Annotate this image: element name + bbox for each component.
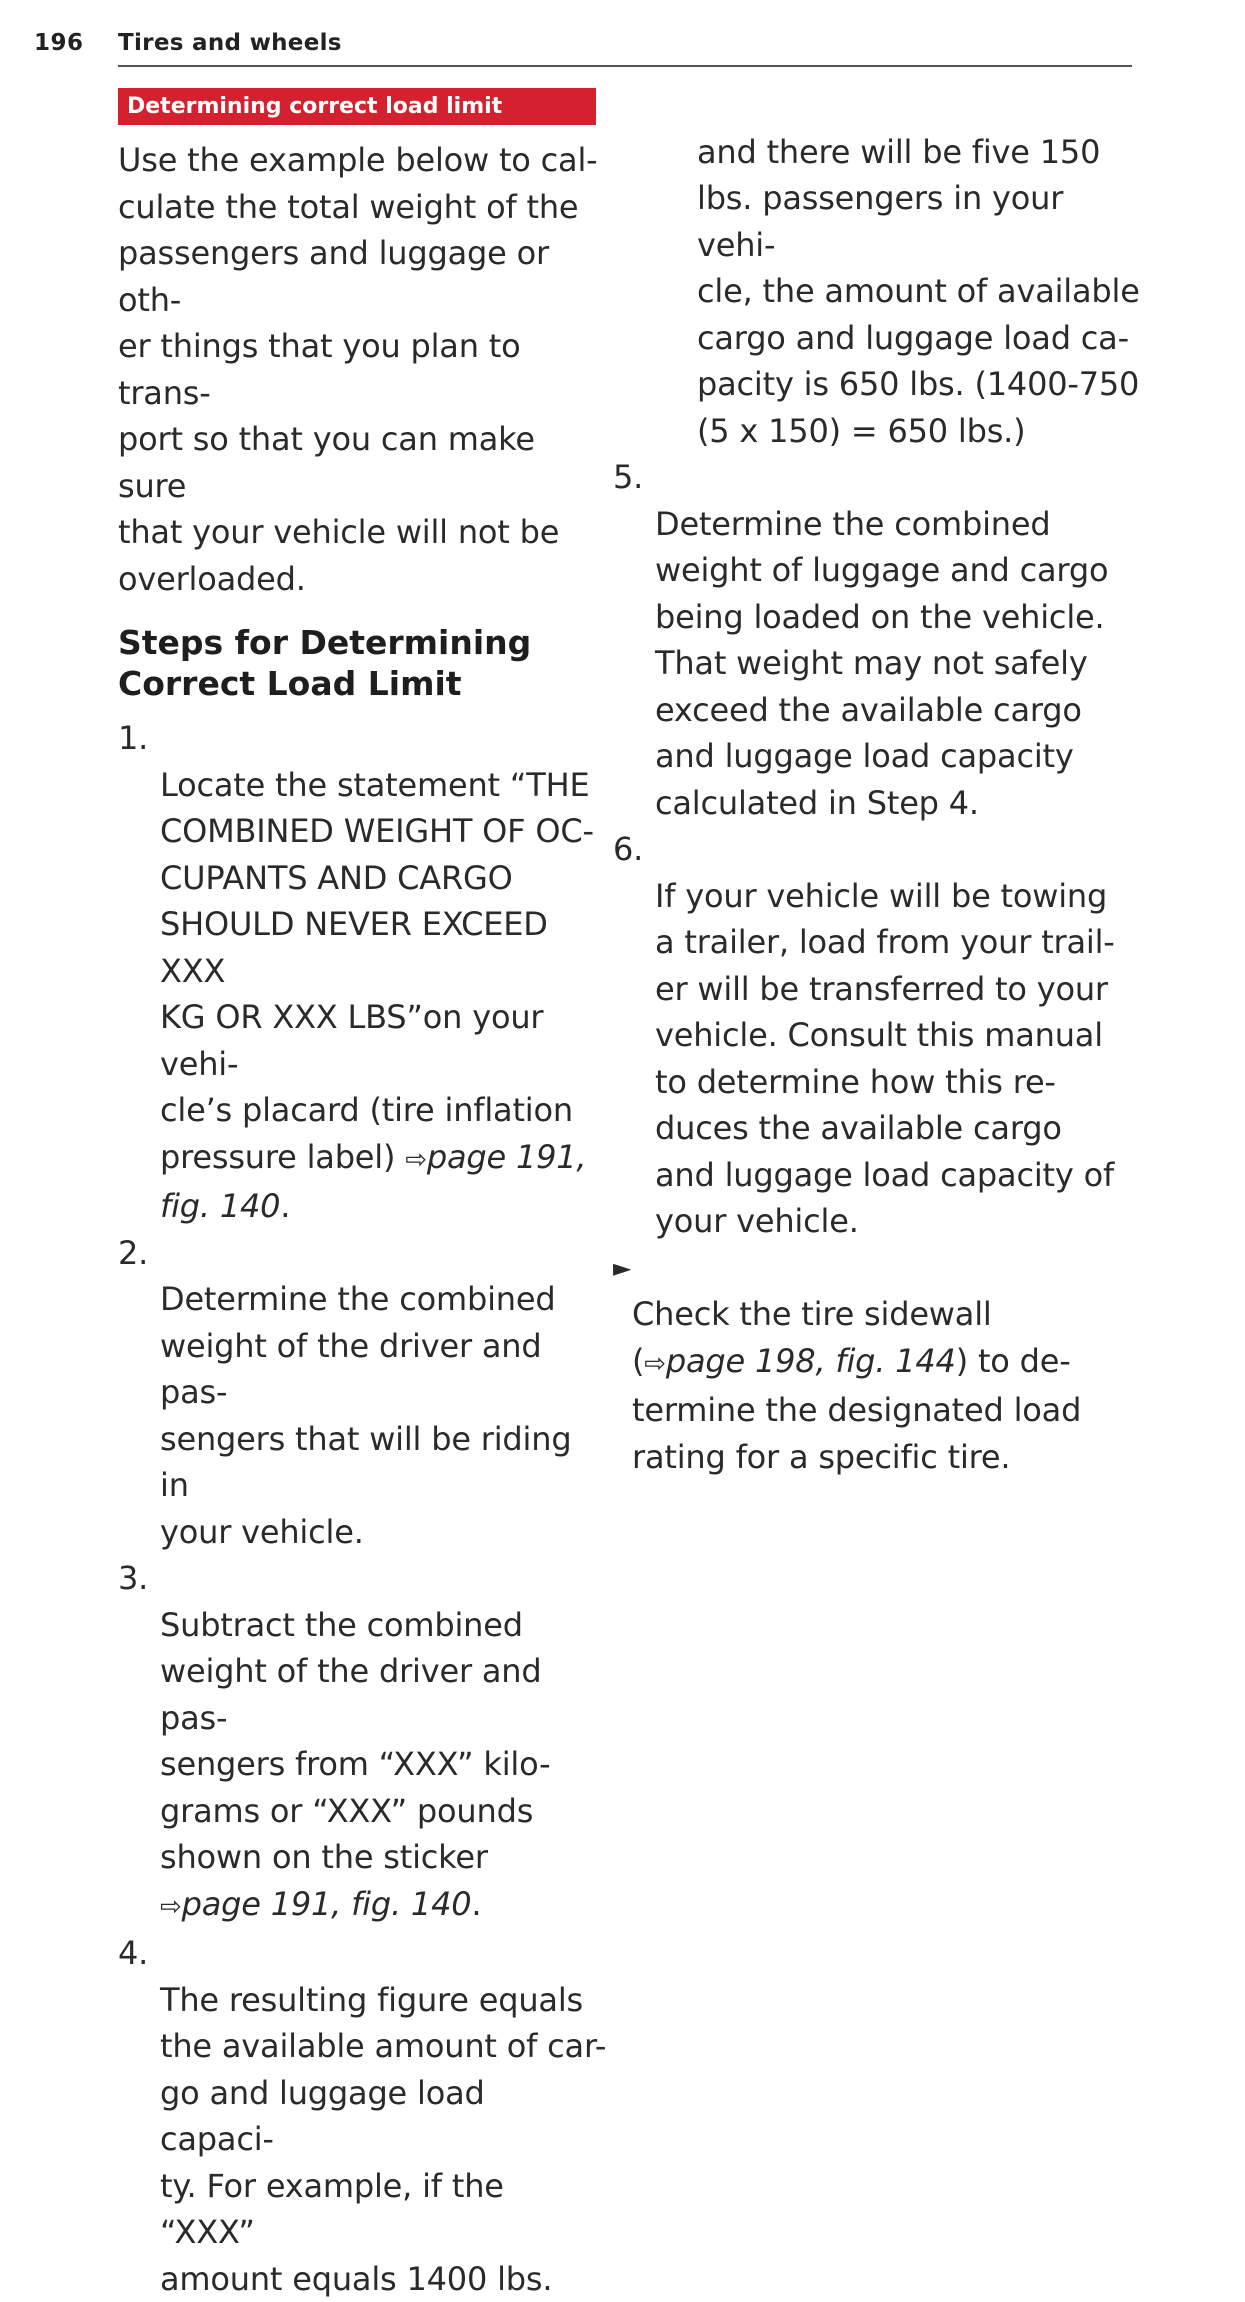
- page-reference-link[interactable]: page 198, fig. 144: [665, 1341, 956, 1380]
- tip-item: [613, 1245, 1145, 1481]
- step-text-tail: .: [280, 1187, 291, 1225]
- step-number: 3.: [118, 1559, 149, 1597]
- step-text: Locate the statement “THE COMBINED WEIGHT OF OC- CUPANTS AND CARGO SHOULD NEVER EXCEED XXX KG OR XXX LBS”on your vehi- cle’s placard (tire inflation pressure label): [160, 765, 594, 1176]
- steps-list-left: [118, 715, 608, 2302]
- step-text-tail: .: [471, 1884, 482, 1923]
- tip-text: Check the tire sidewall (: [632, 1295, 992, 1380]
- right-column: [613, 88, 1145, 1480]
- list-item-step-4: [118, 1930, 608, 2302]
- chapter-title: Tires and wheels: [118, 30, 342, 56]
- step-text: If your vehicle will be towing a trailer, load from your trail- er will be transferred to your vehicle. Consult this manual to determine how this re- duces the available cargo and luggage load capacity of your vehicle.: [655, 876, 1115, 1240]
- arrow-right-icon: ⇨: [405, 1144, 427, 1175]
- arrow-right-icon: ⇨: [160, 1891, 182, 1922]
- step-number: 1.: [118, 719, 149, 757]
- list-item-step-3: [118, 1555, 608, 1930]
- list-item-step-5: [613, 454, 1145, 826]
- steps-list-right: [613, 82, 1145, 1480]
- list-item-step-2: [118, 1230, 608, 1556]
- page-number: 196: [34, 30, 84, 56]
- list-item-step-6: [613, 826, 1145, 1245]
- step-number: 2.: [118, 1233, 149, 1272]
- intro-paragraph: Use the example below to cal- culate the total weight of the passengers and luggage or oth- er things that you plan to trans- port so that you can make sure that your vehicle will not be overloaded.: [118, 141, 598, 598]
- section-banner: Determining correct load limit: [118, 88, 596, 125]
- step-text-continued: and there will be five 150 lbs. passengers in your vehi- cle, the amount of available cargo and luggage load ca- pacity is 650 lbs. (1400-750 (5 x 150) = 650 lbs.): [697, 132, 1140, 450]
- tip-text-after: ) to de- termine the designated load rating for a specific tire.: [632, 1341, 1082, 1476]
- step-number: 6.: [613, 830, 644, 868]
- page-header: [34, 30, 1132, 66]
- page-reference-link[interactable]: page 191, fig. 140: [160, 1137, 587, 1225]
- arrow-right-icon: ⇨: [644, 1348, 666, 1379]
- step-text: Subtract the combined weight of the driver and pas- sengers from “XXX” kilo- grams or “XXX” pounds shown on the sticker: [160, 1605, 551, 1876]
- list-item-step-1: [118, 715, 608, 1230]
- step-text: Determine the combined weight of luggage and cargo being loaded on the vehicle. That weight may not safely exceed the available cargo and luggage load capacity calculated in Step 4.: [655, 504, 1109, 822]
- triangle-bullet-icon: ►: [613, 1253, 632, 1282]
- step-number: 4.: [118, 1934, 149, 1972]
- step-number: 5.: [613, 458, 644, 496]
- step-text: Determine the combined weight of the driver and pas- sengers that will be riding in your vehicle.: [160, 1280, 572, 1551]
- step-text: The resulting figure equals the available amount of car- go and luggage load capaci- ty. For example, if the “XXX” amount equals 1400 lbs.: [160, 1980, 607, 2298]
- list-item-step-4-continued: [655, 82, 1145, 454]
- steps-heading: Steps for Determining Correct Load Limit: [118, 623, 532, 703]
- page-reference-link[interactable]: page 191, fig. 140: [181, 1884, 472, 1923]
- header-rule: [118, 65, 1132, 67]
- left-column: [118, 88, 608, 2302]
